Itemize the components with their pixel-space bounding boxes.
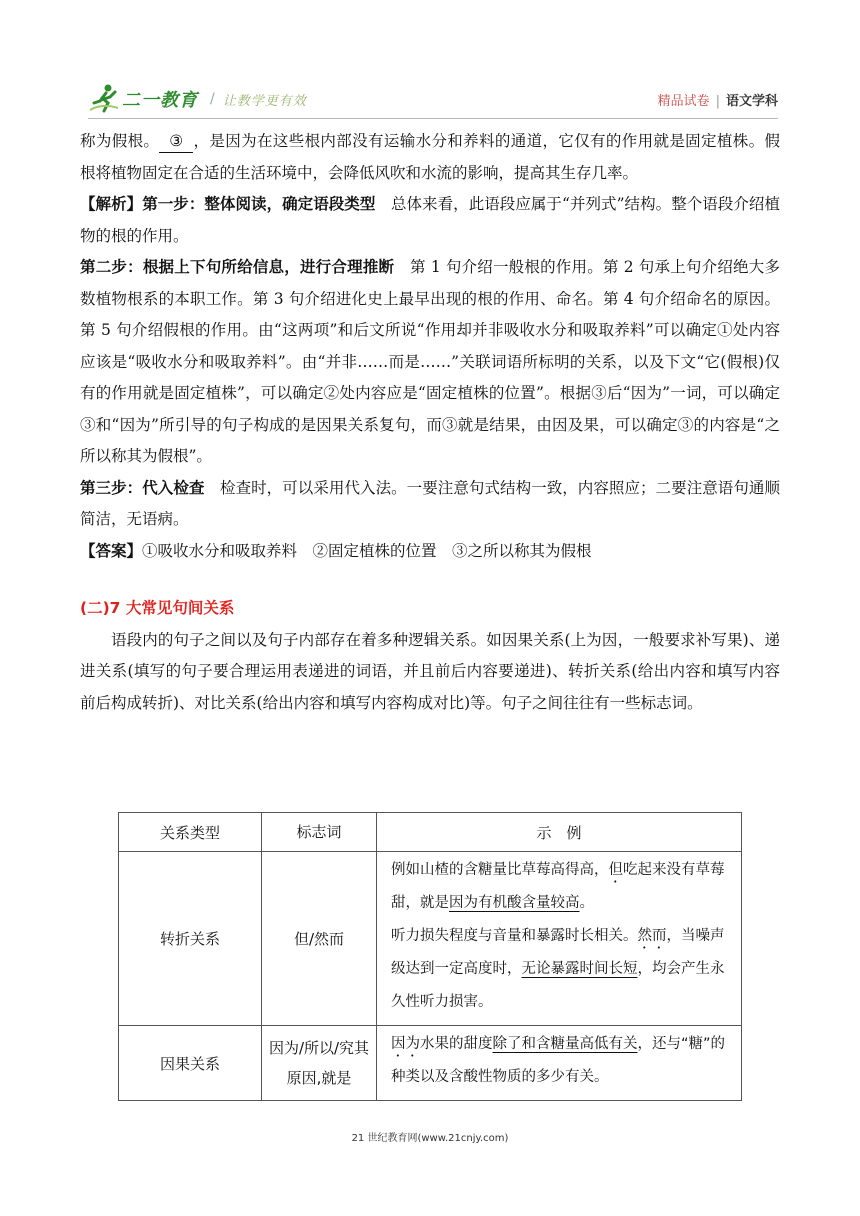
page-header [88,82,778,118]
page-footer: 21 世纪教育网(www.21cnjy.com) [351,1133,509,1144]
step2-text: 第 1 句介绍一般根的作用。第 2 句承上句介绍绝大多数植物根系的本职工作。第 3 句介绍进化史上最早出现的根的作用、命名。第 4 句介绍命名的原因。第 5 句介绍假根的作用。由“这两项”和后文所说“作用却并非吸收水分和吸取养料”可以确定①处内容应该是“吸收水分和吸取养料”。由“并非……而是……”关联词语所标明的关系，以及下文“它(假根)仅有的作用就是固定植株”，可以确定②处内容应是“固定植株的位置”。根据③后“因为”一词，可以确定③和“因为”所引导的句子构成的是因果关系复句，而③就是结果，由因及果，可以确定③的内容是“之所以称其为假根”。 [80,258,780,465]
example-text: ，还与“糖”的种类以及含酸性物质的多少有关。 [391,1036,726,1085]
answer-text: ①吸收水分和吸取养料 ②固定植株的位置 ③之所以称其为假根 [142,541,592,560]
example-sentence [391,854,733,920]
relation-example-cell [377,852,742,1026]
logo [88,82,307,116]
step2-label: 第二步：根据上下句所给信息，进行合理推断 [80,258,395,276]
analysis-step3 [80,473,780,536]
document-body [80,126,780,719]
relation-type-cell: 转折关系 [119,852,262,1026]
slogan: 让教学更有效 [222,93,307,109]
example-text: 听力损失程度与音量和暴露时长相关。 [391,928,638,944]
header-tag-exam: 精品试卷 [657,94,710,109]
logo-text: 二一教育 [122,90,198,111]
example-text: ，均会产生永久性听力损害。 [391,961,725,1010]
analysis-step1-text: 总体来看，此语段应属于“并列式”结构。整个语段介绍植物的根的作用。 [80,195,780,245]
section-title: (二)7 大常见句间关系 [80,599,235,617]
underlined-text: 除了和含糖量高低有关 [492,1036,638,1052]
table-header-example: 示 例 [377,813,742,852]
answer-label: 【答案】 [80,541,143,560]
table-row [119,852,742,1026]
table-header-type: 关系类型 [119,813,262,852]
table-row [119,1026,742,1101]
relation-marker-cell: 但/然而 [262,852,377,1026]
step3-label: 第三步：代入检查 [80,478,205,497]
example-text: 例如山楂的含糖量比草莓高得高， [391,862,609,878]
relation-table [118,812,742,1101]
example-sentence [391,920,733,1019]
answer-line [80,536,780,568]
header-tag-divider: | [715,94,720,109]
answer-blank-3: ③ [159,130,193,153]
header-separator: / [210,91,215,107]
example-text: 水果的甜度 [420,1036,493,1052]
marker-word: 然而 [637,928,667,944]
header-rule [88,118,778,119]
header-tags [658,90,778,109]
analysis-step2 [80,252,780,473]
marker-word: 但 [608,862,623,878]
table-header-row [119,813,742,852]
relation-marker-cell: 因为/所以/究其原因,就是 [262,1026,377,1101]
relation-type-cell: 因果关系 [119,1026,262,1101]
analysis-step1 [80,189,780,252]
example-text: ，当噪声级达到一定高度时， [391,928,725,977]
passage-text-b: ，是因为在这些根内部没有运输水分和养料的通道，它仅有的作用就是固定植株。假根将植物固定在合适的生活环境中，会降低风吹和水流的影响，提高其生存几率。 [80,132,780,182]
step3-text: 检查时，可以采用代入法。一要注意句式结构一致，内容照应；二要注意语句通顺简洁，无语病。 [80,478,780,528]
underlined-text: 因为有机酸含量较高 [449,895,580,911]
underlined-text: 无论暴露时间长短 [521,961,638,977]
runner-logo-icon [88,83,120,115]
example-sentence [391,1028,733,1094]
header-tag-subject: 语文学科 [725,94,778,109]
passage-text-a: 称为假根。 [80,132,160,150]
table-header-marker: 标志词 [262,813,377,852]
paragraph-passage-end [80,126,780,189]
example-text: 吃起来没有草莓甜，就是 [391,862,725,911]
example-text: 。 [579,895,594,911]
analysis-label: 【解析】第一步：整体阅读，确定语段类型 [80,195,376,213]
section-intro: 语段内的句子之间以及句子内部存在着多种逻辑关系。如因果关系(上为因，一般要求补写果)、递进关系(填写的句子要合理运用表递进的词语，并且前后内容要递进)、转折关系(给出内容和填写内容前后构成转折)、对比关系(给出内容和填写内容构成对比)等。句子之间往往有一些标志词。 [80,630,780,712]
relation-example-cell [377,1026,742,1101]
marker-word: 因为 [391,1036,420,1052]
